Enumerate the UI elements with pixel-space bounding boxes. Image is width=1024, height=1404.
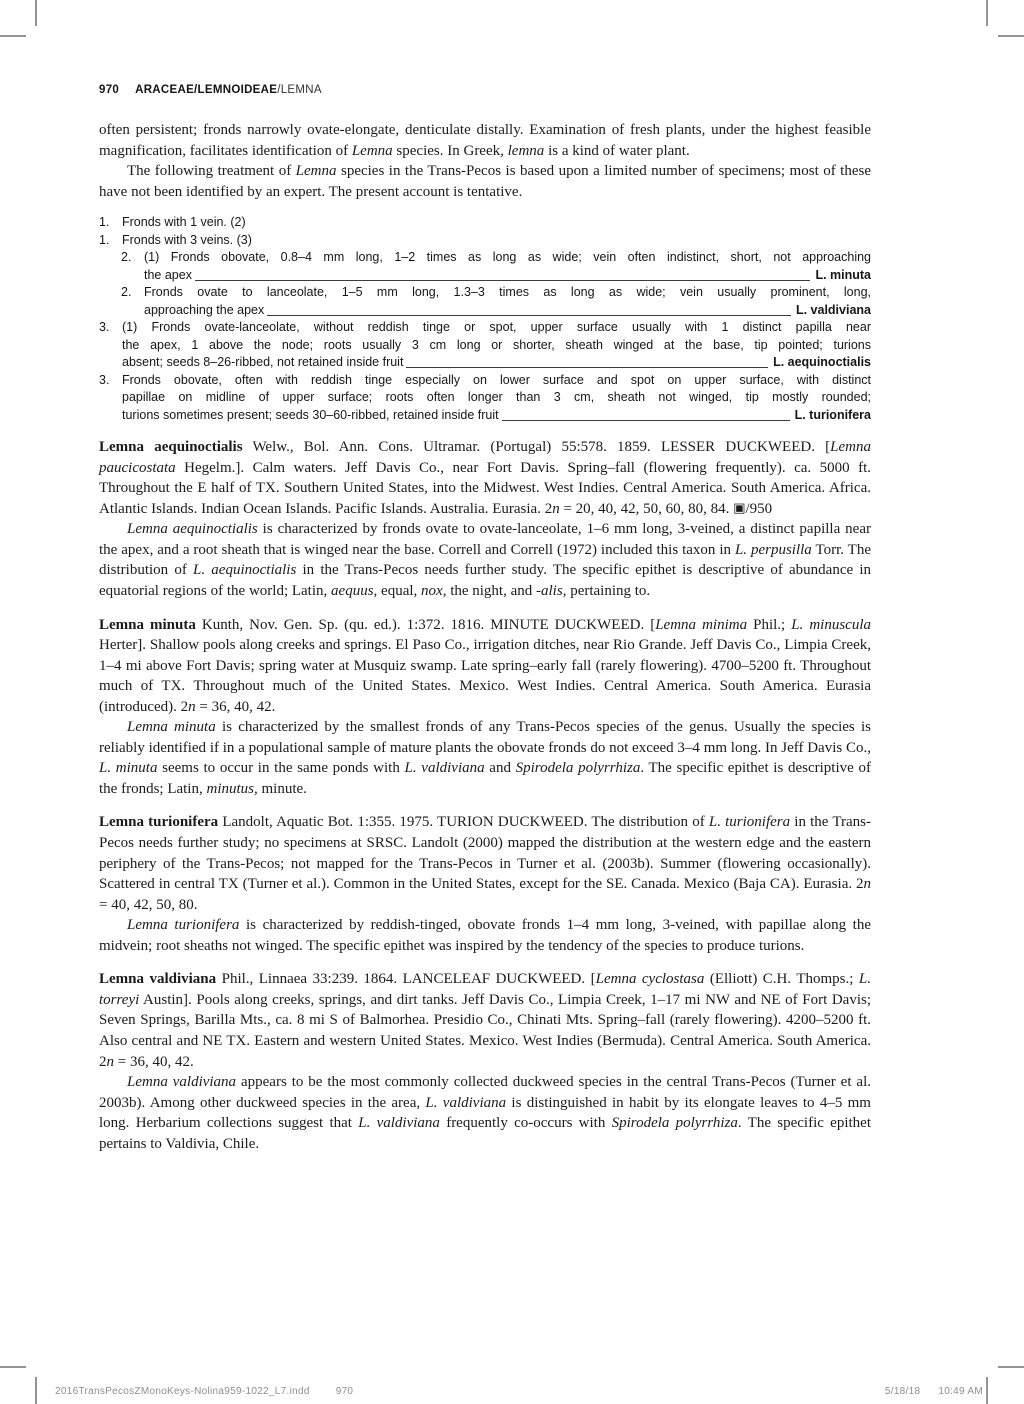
crop-mark-top-left-horizontal (0, 35, 26, 37)
species-description-paragraph: Lemna aequinoctialis is characterized by fronds ovate to ovate-lanceolate, 1–6 mm long, 3-veined, a distinct papilla near the apex, and a root sheath that is winged near the base. Correll and Correll (1972) included this taxon in L. perpusilla Torr. The distribution of L. aequinoctialis in the Trans-Pecos needs further study. The specific epithet is descriptive of abundance in equatorial regions of the world; Latin, aequus, equal, nox, the night, and -alis, pertaining to. (99, 521, 871, 600)
footer-time: 10:49 AM (938, 1386, 983, 1397)
key-text: turions sometimes present; seeds 30–60-ribbed, retained inside fruit (122, 407, 499, 422)
dichotomous-key (99, 214, 871, 424)
crop-mark-bottom-left-vertical (35, 1377, 37, 1404)
key-text-line (144, 302, 871, 320)
crop-mark-bottom-right-horizontal (998, 1366, 1024, 1368)
species-heading-paragraph: Lemna minuta Kunth, Nov. Gen. Sp. (qu. ed.). 1:372. 1816. MINUTE DUCKWEED. [Lemna minima Phil.; L. minuscula Herter]. Shallow pools along creeks and springs. El Paso Co., irrigation ditches, near Rio Grande. Jeff Davis Co., Limpia Creek, 1–4 mi above Fort Davis; spring water at Musquiz swamp. Late spring–early fall (rarely flowering). 4700–5200 ft. Throughout much of TX. Throughout much of the United States. Mexico. West Indies. Central America. South America. Eurasia (introduced). 2n = 36, 40, 42. (99, 616, 871, 715)
crop-mark-top-left-vertical (35, 0, 37, 26)
key-text-line: Fronds with 3 veins. (3) (122, 232, 252, 247)
dot-leader (267, 315, 791, 316)
key-text-line (122, 354, 871, 372)
key-text: the apex (144, 267, 192, 282)
crop-mark-top-right-horizontal (998, 35, 1024, 37)
intro-paragraph-2: The following treatment of Lemna species in the Trans-Pecos is based upon a limited number of specimens; most of these have not been identified by an expert. The present account is tentative. (99, 163, 871, 200)
key-text-line: Fronds with 1 vein. (2) (122, 215, 246, 230)
intro-paragraph-1: often persistent; fronds narrowly ovate-elongate, denticulate distally. Examination of fresh plants, under the highest feasible magnification, facilitates identification of Lemna species. In Greek, lemna is a kind of water plant. (99, 122, 871, 159)
key-number: 3. (99, 372, 110, 387)
key-couplet-2a (121, 249, 871, 284)
key-text-line: the apex, 1 above the node; roots usually 3 cm long or shorter, sheath winged at the base, tip pointed; turions (122, 337, 871, 352)
key-taxon-name: L. minuta (815, 267, 871, 282)
key-couplet-2b (121, 284, 871, 319)
species-account-aequinoctialis (99, 437, 871, 601)
species-account-turionifera (99, 812, 871, 956)
species-heading-paragraph: Lemna valdiviana Phil., Linnaea 33:239. 1864. LANCELEAF DUCKWEED. [Lemna cyclostasa (Elliott) C.H. Thomps.; L. torreyi Austin]. Pools along creeks, springs, and dirt tanks. Jeff Davis Co., Limpia Creek, 1–17 mi NW and NE of Fort Davis; Seven Springs, Barilla Mts., ca. 8 mi S of Balmorhea. Presidio Co., Chinati Mts. Spring–fall (rarely flowering). 4200–5200 ft. Also central and NE TX. Eastern and western United States. Mexico. West Indies (Bermuda). Central America. South America. 2n = 36, 40, 42. (99, 971, 871, 1070)
species-heading-paragraph: Lemna turionifera Landolt, Aquatic Bot. 1:355. 1975. TURION DUCKWEED. The distribution of L. turionifera in the Trans-Pecos needs further study; no specimens at SRSC. Landolt (2000) mapped the distribution at the western edge and the eastern periphery of the Trans-Pecos; not mapped for the Trans-Pecos in Turner et al. (2003b). Summer (flowering occasionally). Scattered in central TX (Turner et al.). Common in the United States, except for the SE. Canada. Mexico (Baja CA). Eurasia. 2n = 40, 42, 50, 80. (99, 814, 871, 913)
running-head-genus: /LEMNA (277, 84, 322, 96)
key-couplet-1a (99, 214, 871, 232)
key-text-line (144, 267, 871, 285)
illustration-icon: ▣ (733, 499, 746, 515)
footer-left (55, 1386, 353, 1397)
footer-right (885, 1386, 983, 1397)
crop-mark-bottom-left-horizontal (0, 1366, 26, 1368)
key-number: 1. (99, 232, 110, 247)
key-text-line (122, 407, 871, 425)
key-taxon-name: L. valdiviana (795, 302, 871, 317)
species-description-paragraph: Lemna minuta is characterized by the smallest fronds of any Trans-Pecos species of the genus. Usually the species is reliably identified if in a populational sample of mature plants the obovate fronds do not exceed 3–4 mm long. In Jeff Davis Co., L. minuta seems to occur in the same ponds with L. valdiviana and Spirodela polyrrhiza. The specific epithet is descriptive of the fronds; Latin, minutus, minute. (99, 719, 872, 797)
key-text-line: (1) Fronds obovate, 0.8–4 mm long, 1–2 times as long as wide; vein often indistinct, short, not approaching (144, 250, 871, 265)
key-taxon-name: L. turionifera (794, 407, 871, 422)
key-number: 2. (121, 285, 132, 300)
dot-leader (195, 280, 810, 281)
key-text-line: Fronds ovate to lanceolate, 1–5 mm long, 1.3–3 times as long as wide; vein usually prominent, long, (144, 285, 871, 300)
print-footer (55, 1386, 983, 1397)
key-couplet-3b (99, 372, 871, 425)
footer-page-number: 970 (335, 1386, 354, 1397)
key-couplet-3a (99, 319, 871, 372)
crop-mark-top-right-vertical (986, 0, 988, 26)
header-page-number: 970 (99, 84, 120, 96)
species-account-minuta (99, 615, 871, 800)
species-account-valdiviana (99, 969, 871, 1154)
dot-leader (502, 420, 790, 421)
text-column (99, 0, 871, 1154)
species-heading-paragraph: Lemna aequinoctialis Welw., Bol. Ann. Cons. Ultramar. (Portugal) 55:578. 1859. LESSER DUCKWEED. [Lemna paucicostata Hegelm.]. Calm waters. Jeff Davis Co., near Fort Davis. Spring–fall (flowering frequently). ca. 5000 ft. Throughout the E half of TX. Southern United States, into the Midwest. West Indies. Central America. South America. Africa. Atlantic Islands. Indian Ocean Islands. Pacific Islands. Australia. Eurasia. 2n = 20, 40, 42, 50, 60, 80, 84. ▣/950 (99, 439, 871, 517)
key-text: approaching the apex (144, 302, 265, 317)
key-text-line: (1) Fronds ovate-lanceolate, without reddish tinge or spot, upper surface usually with 1 distinct papilla near (122, 320, 871, 335)
dot-leader (406, 367, 768, 368)
key-number: 3. (99, 320, 110, 335)
running-head-family: ARACEAE/LEMNOIDEAE (135, 84, 278, 96)
species-description-paragraph: Lemna turionifera is characterized by reddish-tinged, obovate fronds 1–4 mm long, 3-veined, with papillae along the midvein; root sheaths not winged. The specific epithet was inspired by the tendency of the species to produce turions. (99, 917, 871, 954)
key-text: absent; seeds 8–26-ribbed, not retained inside fruit (122, 355, 404, 370)
species-description-paragraph: Lemna valdiviana appears to be the most commonly collected duckweed species in the central Trans-Pecos (Turner et al. 2003b). Among other duckweed species in the area, L. valdiviana is distinguished in habit by its elongate leaves to 4–5 mm long. Herbarium collections suggest that L. valdiviana frequently co-occurs with Spirodela polyrrhiza. The specific epithet pertains to Valdivia, Chile. (99, 1074, 871, 1152)
key-number: 1. (99, 215, 110, 230)
key-text-line: papillae on midline of upper surface; roots often longer than 3 cm, sheath not winged, tip mostly rounded; (122, 390, 871, 405)
footer-filename: 2016TransPecosZMonoKeys-Nolina959-1022_L7.indd (55, 1386, 310, 1397)
key-couplet-1b (99, 232, 871, 250)
key-number: 2. (121, 250, 132, 265)
running-header (99, 84, 871, 96)
crop-mark-bottom-right-vertical (986, 1377, 988, 1404)
key-text-line: Fronds obovate, often with reddish tinge especially on lower surface and spot on upper surface, with distinct (122, 372, 871, 387)
key-taxon-name: L. aequinoctialis (773, 355, 871, 370)
footer-date: 5/18/18 (884, 1386, 921, 1397)
